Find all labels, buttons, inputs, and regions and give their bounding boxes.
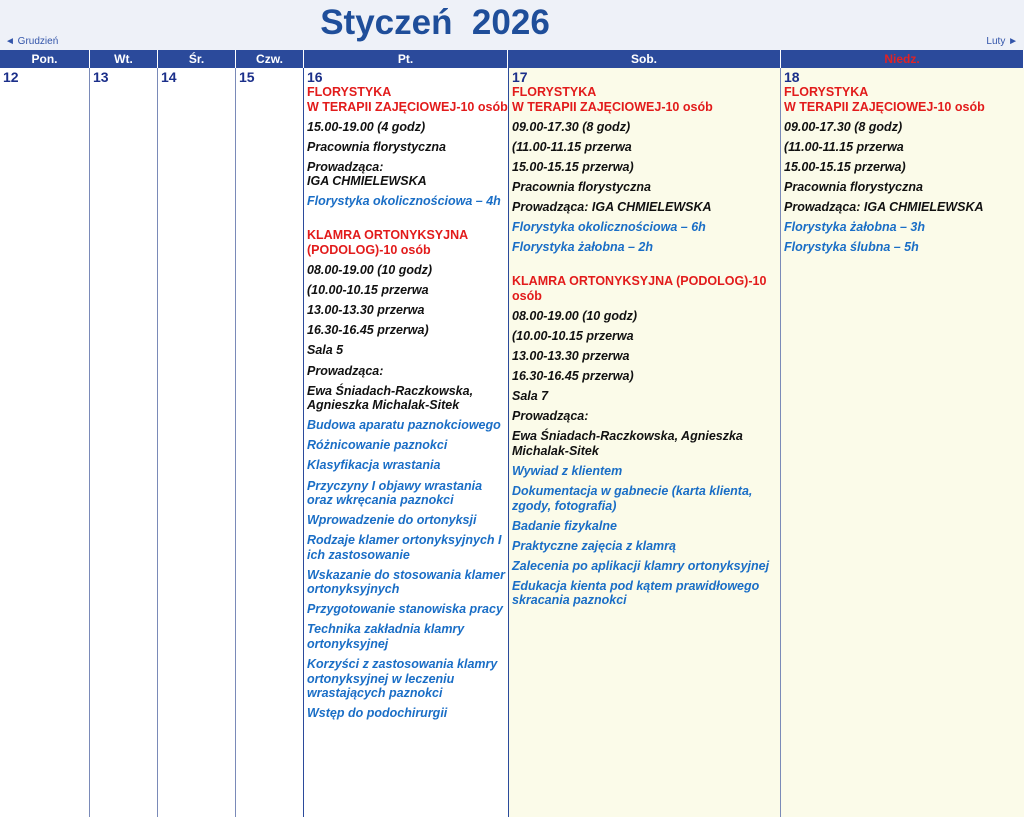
- event-line: FLORYSTYKA: [512, 85, 597, 99]
- event-line: Pracownia florystyczna: [784, 179, 923, 194]
- weekday-mon: Pon.: [0, 50, 90, 68]
- event-line[interactable]: Przyczyny I objawy wrastania oraz wkręcania paznokci: [307, 478, 483, 507]
- event-line[interactable]: Wskazanie do stosowania klamer ortonyksyjnych: [307, 567, 505, 597]
- event-line: 15.00-15.15 przerwa): [512, 159, 634, 174]
- day-cell-16[interactable]: [303, 68, 509, 817]
- day-number: 13: [93, 69, 109, 85]
- event-line: Prowadząca: IGA CHMIELEWSKA: [512, 199, 712, 214]
- event-list: [304, 85, 508, 721]
- day-number: 18: [784, 69, 800, 85]
- event-line[interactable]: Dokumentacja w gabnecie (karta klienta, zgody, fotografia): [512, 484, 753, 513]
- event-line: 15.00-19.00 (4 godz): [307, 119, 426, 134]
- event-line: 16.30-16.45 przerwa): [512, 369, 634, 384]
- event-line: 08.00-19.00 (10 godz): [512, 308, 638, 323]
- event-line[interactable]: Przygotowanie stanowiska pracy: [307, 602, 503, 617]
- day-number: 12: [3, 69, 19, 85]
- event-line[interactable]: Technika zakładnia klamry ortonyksyjnej: [307, 622, 465, 651]
- event-line: Prowadząca:: [307, 159, 384, 174]
- event-line[interactable]: Florystyka okolicznościowa – 4h: [307, 194, 501, 209]
- next-month-link[interactable]: Luty ►: [986, 36, 1018, 47]
- event-line[interactable]: Rodzaje klamer ortonyksyjnych I ich zastosowanie: [307, 533, 502, 562]
- event-line: Pracownia florystyczna: [512, 179, 651, 194]
- event-line: IGA CHMIELEWSKA: [307, 174, 427, 189]
- weekday-tue: Wt.: [90, 50, 158, 68]
- event-line: (11.00-11.15 przerwa: [512, 139, 632, 154]
- event-line: W TERAPII ZAJĘCIOWEJ-10 osób: [307, 99, 508, 114]
- day-number: 15: [239, 69, 255, 85]
- event-line: 09.00-17.30 (8 godz): [512, 119, 631, 134]
- event-line: Ewa Śniadach-Raczkowska, Agnieszka Michalak-Sitek: [307, 383, 474, 413]
- event-line: Prowadząca:: [512, 409, 589, 424]
- event-line[interactable]: Klasyfikacja wrastania: [307, 458, 441, 473]
- event-line: FLORYSTYKA: [307, 85, 392, 99]
- weekday-header: [0, 50, 1024, 68]
- event-line: 13.00-13.30 przerwa: [307, 303, 425, 318]
- weekday-thu: Czw.: [236, 50, 304, 68]
- event-line: W TERAPII ZAJĘCIOWEJ-10 osób: [512, 99, 713, 114]
- event-line: (11.00-11.15 przerwa: [784, 139, 904, 154]
- month-title: Styczeń 2026: [320, 3, 550, 42]
- event-line: Pracownia florystyczna: [307, 139, 446, 154]
- event-line[interactable]: Wywiad z klientem: [512, 464, 623, 478]
- day-cell-14[interactable]: [158, 68, 236, 817]
- event-line[interactable]: Praktyczne zajęcia z klamrą: [512, 538, 676, 553]
- event-line: KLAMRA ORTONYKSYJNA (PODOLOG)-10 osób: [512, 274, 767, 303]
- day-cell-13[interactable]: [90, 68, 158, 817]
- event-list: [781, 85, 1024, 255]
- event-line: 09.00-17.30 (8 godz): [784, 119, 903, 134]
- day-cell-12[interactable]: [0, 68, 90, 817]
- event-line: Ewa Śniadach-Raczkowska, Agnieszka Michalak-Sitek: [512, 429, 743, 458]
- day-number: 14: [161, 69, 177, 85]
- event-line[interactable]: Florystyka okolicznościowa – 6h: [512, 220, 706, 235]
- weekday-fri: Pt.: [304, 50, 508, 68]
- event-line: 16.30-16.45 przerwa): [307, 323, 429, 338]
- event-line[interactable]: Różnicowanie paznokci: [307, 438, 448, 453]
- event-line[interactable]: Badanie fizykalne: [512, 518, 617, 533]
- event-line: FLORYSTYKA: [784, 85, 869, 99]
- event-line: Sala 7: [512, 389, 549, 404]
- event-line[interactable]: Budowa aparatu paznokciowego: [307, 418, 501, 433]
- event-line: Prowadząca:: [307, 363, 384, 378]
- event-line: 08.00-19.00 (10 godz): [307, 263, 433, 278]
- event-line: 13.00-13.30 przerwa: [512, 349, 630, 364]
- event-line[interactable]: Edukacja kienta pod kątem prawidłowego skracania paznokci: [512, 578, 760, 608]
- event-line[interactable]: Korzyści z zastosowania klamry ortonyksyjnej w leczeniu wrastających paznokci: [307, 657, 498, 701]
- day-cell-18[interactable]: [781, 68, 1024, 817]
- event-line: 15.00-15.15 przerwa): [784, 159, 906, 174]
- weekday-sat: Sob.: [508, 50, 781, 68]
- event-line[interactable]: Wprowadzenie do ortonyksji: [307, 513, 477, 528]
- event-line: W TERAPII ZAJĘCIOWEJ-10 osób: [784, 99, 985, 114]
- calendar-title-bar: [0, 0, 1024, 50]
- event-line[interactable]: Zalecenia po aplikacji klamry ortonyksyjnej: [512, 558, 770, 573]
- event-line[interactable]: Wstęp do podochirurgii: [307, 706, 448, 721]
- day-cell-17[interactable]: [509, 68, 781, 817]
- day-number: 16: [307, 69, 323, 85]
- weekday-wed: Śr.: [158, 50, 236, 68]
- event-line: Sala 5: [307, 343, 344, 358]
- event-line: (10.00-10.15 przerwa: [512, 328, 634, 343]
- event-line: KLAMRA ORTONYKSYJNA (PODOLOG)-10 osób: [307, 228, 468, 257]
- event-line: (10.00-10.15 przerwa: [307, 283, 429, 298]
- day-cell-15[interactable]: [236, 68, 304, 817]
- event-line: Prowadząca: IGA CHMIELEWSKA: [784, 199, 984, 214]
- event-list: [509, 85, 780, 608]
- event-line[interactable]: Florystyka ślubna – 5h: [784, 240, 919, 255]
- event-line[interactable]: Florystyka żałobna – 3h: [784, 220, 926, 235]
- event-line[interactable]: Florystyka żałobna – 2h: [512, 240, 654, 255]
- weekday-sun: Niedz.: [781, 50, 1024, 68]
- prev-month-link[interactable]: ◄ Grudzień: [5, 36, 59, 47]
- day-number: 17: [512, 69, 528, 85]
